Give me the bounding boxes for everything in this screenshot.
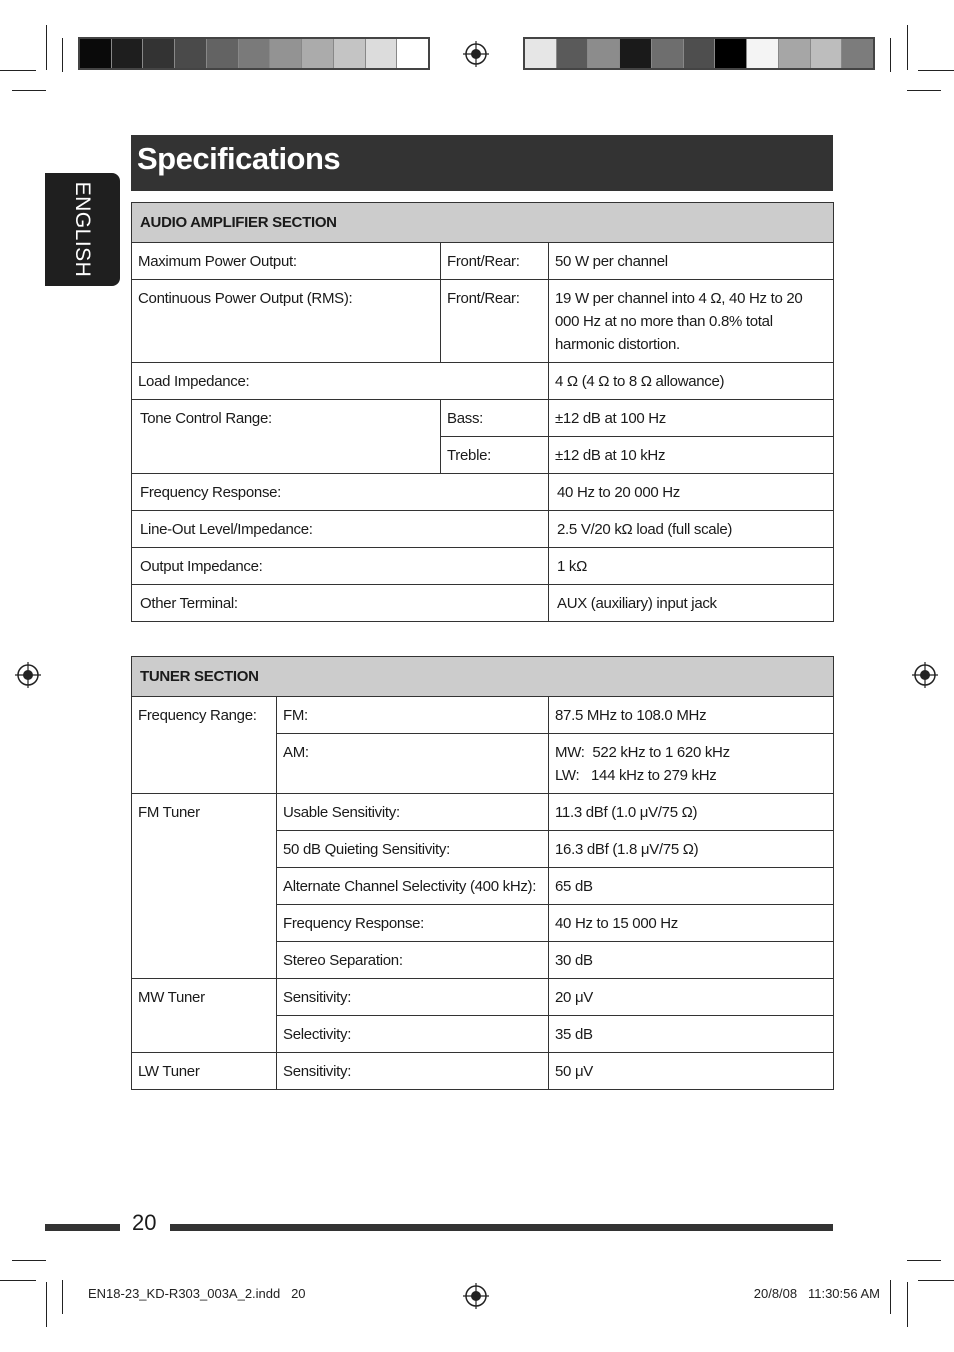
crop-mark: [12, 1260, 46, 1261]
color-swatch: [779, 39, 811, 68]
spec-value: 1 kΩ: [549, 548, 834, 585]
registration-mark-icon: [912, 662, 938, 688]
color-swatch: [366, 39, 398, 68]
page-number: 20: [132, 1210, 157, 1235]
spec-value: AUX (auxiliary) input jack: [549, 585, 834, 622]
color-swatch: [239, 39, 271, 68]
spec-value: 50 W per channel: [549, 243, 834, 280]
spec-label: Output Impedance:: [132, 548, 549, 585]
spec-value: 20 μV: [549, 979, 834, 1016]
spec-label: MW Tuner: [132, 979, 277, 1053]
spec-label: Tone Control Range:: [132, 400, 441, 474]
spec-value: ±12 dB at 10 kHz: [549, 437, 834, 474]
tuner-table: [131, 656, 834, 1090]
language-tab: [45, 173, 120, 286]
color-swatch: [747, 39, 779, 68]
table-row: [132, 585, 834, 622]
color-swatch: [684, 39, 716, 68]
color-swatch: [302, 39, 334, 68]
table-row: [132, 400, 834, 437]
title-band: [131, 135, 833, 191]
spec-label: Load Impedance:: [132, 363, 549, 400]
spec-sublabel: Front/Rear:: [441, 243, 549, 280]
color-swatch: [620, 39, 652, 68]
spec-value: 35 dB: [549, 1016, 834, 1053]
spec-label: Frequency Range:: [132, 697, 277, 794]
spec-value: 40 Hz to 20 000 Hz: [549, 474, 834, 511]
color-swatch: [270, 39, 302, 68]
color-swatch: [397, 39, 428, 68]
footer-rule-right: [170, 1224, 833, 1231]
crop-mark: [12, 90, 46, 91]
spec-value: 87.5 MHz to 108.0 MHz: [549, 697, 834, 734]
spec-label: Frequency Response:: [132, 474, 549, 511]
spec-sublabel: FM:: [277, 697, 549, 734]
table-row: [132, 363, 834, 400]
spec-label: Line-Out Level/Impedance:: [132, 511, 549, 548]
slug-timestamp: 20/8/08 11:30:56 AM: [753, 1286, 880, 1301]
crop-mark: [890, 1280, 891, 1314]
language-tab-label: ENGLISH: [71, 181, 95, 278]
table-row: [132, 794, 834, 831]
color-swatch: [652, 39, 684, 68]
crop-mark: [62, 1280, 63, 1314]
spec-sublabel: Treble:: [441, 437, 549, 474]
color-swatch: [334, 39, 366, 68]
crop-mark: [46, 25, 47, 70]
spec-sublabel: Selectivity:: [277, 1016, 549, 1053]
table-row: [132, 474, 834, 511]
footer-rule-left: [45, 1224, 120, 1231]
color-bar-right: [523, 37, 875, 70]
crop-mark: [62, 38, 63, 72]
crop-mark: [46, 1282, 47, 1327]
section-header: TUNER SECTION: [132, 657, 834, 697]
spec-value: [549, 734, 834, 794]
spec-label: Maximum Power Output:: [132, 243, 441, 280]
table-row: [132, 203, 834, 243]
color-swatch: [715, 39, 747, 68]
slug-file-info: EN18-23_KD-R303_003A_2.indd 20: [88, 1286, 306, 1301]
spec-label: Other Terminal:: [132, 585, 549, 622]
spec-value: 4 Ω (4 Ω to 8 Ω allowance): [549, 363, 834, 400]
color-swatch: [112, 39, 144, 68]
crop-mark: [890, 38, 891, 72]
registration-mark-icon: [463, 41, 489, 67]
color-swatch: [842, 39, 873, 68]
spec-label: FM Tuner: [132, 794, 277, 979]
table-row: [132, 243, 834, 280]
color-swatch: [207, 39, 239, 68]
color-swatch: [811, 39, 843, 68]
table-row: [132, 1053, 834, 1090]
crop-mark: [918, 1280, 954, 1281]
am-mw-range: MW: 522 kHz to 1 620 kHz: [555, 744, 730, 761]
registration-mark-icon: [463, 1283, 489, 1309]
am-lw-range: LW: 144 kHz to 279 kHz: [555, 767, 717, 784]
spec-value: 19 W per channel into 4 Ω, 40 Hz to 20 000 Hz at no more than 0.8% total harmonic distortion.: [549, 280, 834, 363]
registration-mark-icon: [15, 662, 41, 688]
spec-sublabel: 50 dB Quieting Sensitivity:: [277, 831, 549, 868]
table-row: [132, 280, 834, 363]
color-swatch: [143, 39, 175, 68]
color-bar-left: [78, 37, 430, 70]
table-row: [132, 511, 834, 548]
crop-mark: [907, 1282, 908, 1327]
spec-value: 65 dB: [549, 868, 834, 905]
spec-value: 30 dB: [549, 942, 834, 979]
crop-mark: [0, 1280, 36, 1281]
table-row: [132, 657, 834, 697]
spec-sublabel: Alternate Channel Selectivity (400 kHz):: [277, 868, 549, 905]
section-header: AUDIO AMPLIFIER SECTION: [132, 203, 834, 243]
spec-sublabel: Usable Sensitivity:: [277, 794, 549, 831]
crop-mark: [907, 25, 908, 70]
page-title: Specifications: [137, 141, 341, 176]
spec-value: 16.3 dBf (1.8 μV/75 Ω): [549, 831, 834, 868]
crop-mark: [907, 1260, 941, 1261]
crop-mark: [0, 70, 36, 71]
spec-label: Continuous Power Output (RMS):: [132, 280, 441, 363]
spec-sublabel: Bass:: [441, 400, 549, 437]
color-swatch: [588, 39, 620, 68]
spec-sublabel: AM:: [277, 734, 549, 794]
spec-sublabel: Front/Rear:: [441, 280, 549, 363]
color-swatch: [525, 39, 557, 68]
color-swatch: [80, 39, 112, 68]
color-swatch: [175, 39, 207, 68]
spec-value: 50 μV: [549, 1053, 834, 1090]
table-row: [132, 697, 834, 734]
spec-value: ±12 dB at 100 Hz: [549, 400, 834, 437]
audio-amplifier-table: [131, 202, 834, 622]
spec-value: 11.3 dBf (1.0 μV/75 Ω): [549, 794, 834, 831]
table-row: [132, 979, 834, 1016]
color-swatch: [557, 39, 589, 68]
crop-mark: [907, 90, 941, 91]
spec-value: 2.5 V/20 kΩ load (full scale): [549, 511, 834, 548]
spec-sublabel: Stereo Separation:: [277, 942, 549, 979]
spec-label: LW Tuner: [132, 1053, 277, 1090]
spec-value: 40 Hz to 15 000 Hz: [549, 905, 834, 942]
spec-sublabel: Frequency Response:: [277, 905, 549, 942]
table-row: [132, 548, 834, 585]
crop-mark: [918, 70, 954, 71]
spec-sublabel: Sensitivity:: [277, 1053, 549, 1090]
spec-sublabel: Sensitivity:: [277, 979, 549, 1016]
